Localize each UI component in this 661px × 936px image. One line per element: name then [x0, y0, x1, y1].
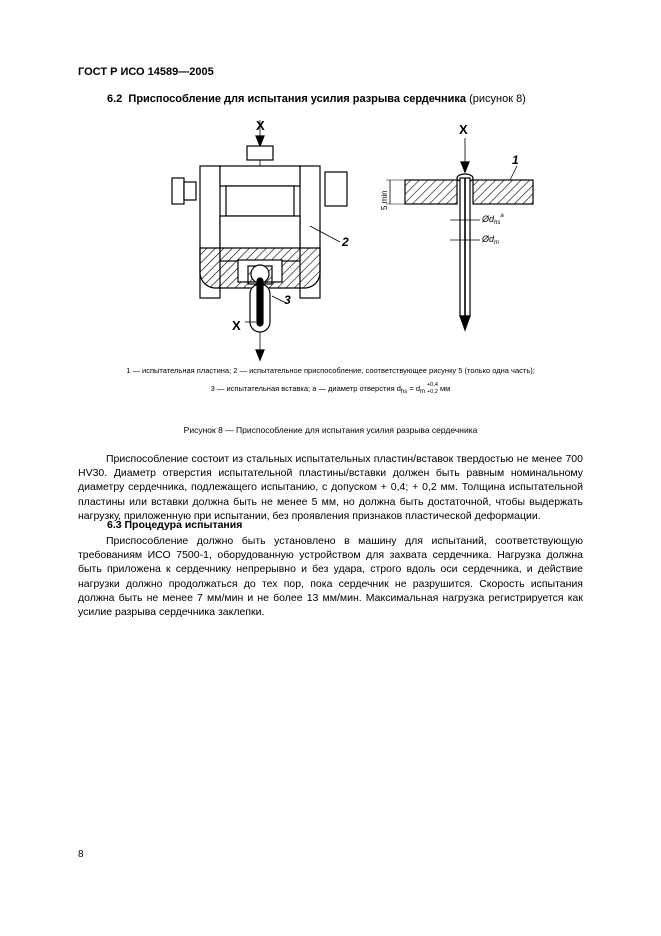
mandrel-shank [257, 278, 263, 326]
section-6-3-heading: 6.3 Процедура испытания [107, 519, 243, 531]
load-arrow-bottom [256, 350, 264, 360]
paragraph-test-procedure: Приспособление должно быть установлено в машину для испытаний, соответствующую требованиям ИСО 7500-1, оборудованную устройством для захвата сердечника. Нагрузка должна быть приложена к сердечнику непрерывно и без удара, строго вдоль оси сердечника, и действие нагрузки должно продолжаться до тех пор, пока сердечник не разрушится. Скорость испытания должна быть не менее 7 мм/мин и не более 13 мм/мин. Максимальная нагрузка регистрируется как усилие разрыва сердечника заклепки. [78, 535, 583, 619]
figure-legend-line-1: 1 — испытательная пластина; 2 — испытательное приспособление, соответствующее рисунку 5 (только одна часть); [126, 366, 535, 375]
callout-3: 3 [284, 293, 291, 307]
test-fixture [172, 120, 347, 360]
tolerance-stack: +0,4 +0,2 [427, 382, 438, 395]
load-arrow-top [256, 136, 264, 146]
label-d-hs: $Ød_{hs}^a$ [482, 213, 504, 226]
section-6-2-title: Приспособление для испытания усилия разрыва сердечника [128, 93, 467, 105]
label-5-min: 5 min [380, 190, 389, 210]
plate-detail [386, 138, 533, 330]
leader-1 [510, 166, 517, 180]
figure-caption: Рисунок 8 — Приспособление для испытания усилия разрыва сердечника [183, 425, 478, 435]
section-6-2-number: 6.2 [107, 93, 123, 105]
leader-3 [272, 296, 284, 302]
figure-8-drawing [160, 108, 560, 368]
page-number: 8 [78, 849, 84, 860]
fixture-top-crossbar [220, 166, 300, 186]
callout-1: 1 [512, 153, 519, 167]
section-6-2-ref: (рисунок 8) [469, 93, 526, 105]
left-bolt-nut [184, 182, 196, 200]
figure-legend-line-2: 3 — испытательная вставка; a — диаметр отверстия $d_{hs} = d_m$ +0,4 +0,2 мм [210, 382, 451, 395]
paragraph-fixture-description: Приспособление состоит из стальных испытательных пластин/вставок твердостью не менее 700 HV30. Диаметр отверстия испытательной пластины/вставки должен быть равным номинальному диаметру сердечника, подлежащего испытанию, с допуском + 0,4; + 0,2 мм. Толщина испытательной пластины или вставки должна быть не менее 5 мм, но должна быть достаточной, чтобы выдержать нагрузку, приложенную при испытании, без проявления признаков пластической деформации. [78, 453, 583, 522]
plate-left-half [405, 180, 457, 204]
fixture-pin [226, 186, 294, 216]
plate-right-half [473, 180, 533, 204]
document-header: ГОСТ Р ИСО 14589—2005 [78, 66, 214, 78]
mandrel-tip [460, 316, 470, 330]
section-6-2-heading [107, 93, 526, 105]
label-x-top-left: X [256, 118, 265, 133]
label-x-right: X [459, 122, 468, 137]
right-bolt-head [325, 172, 347, 206]
detail-load-arrow [461, 162, 469, 172]
left-bolt-head [172, 178, 184, 204]
label-d-m: $Ød_m$ [482, 234, 500, 246]
callout-2: 2 [342, 235, 349, 249]
top-stud [247, 146, 273, 160]
label-x-bottom-left: X [232, 318, 241, 333]
